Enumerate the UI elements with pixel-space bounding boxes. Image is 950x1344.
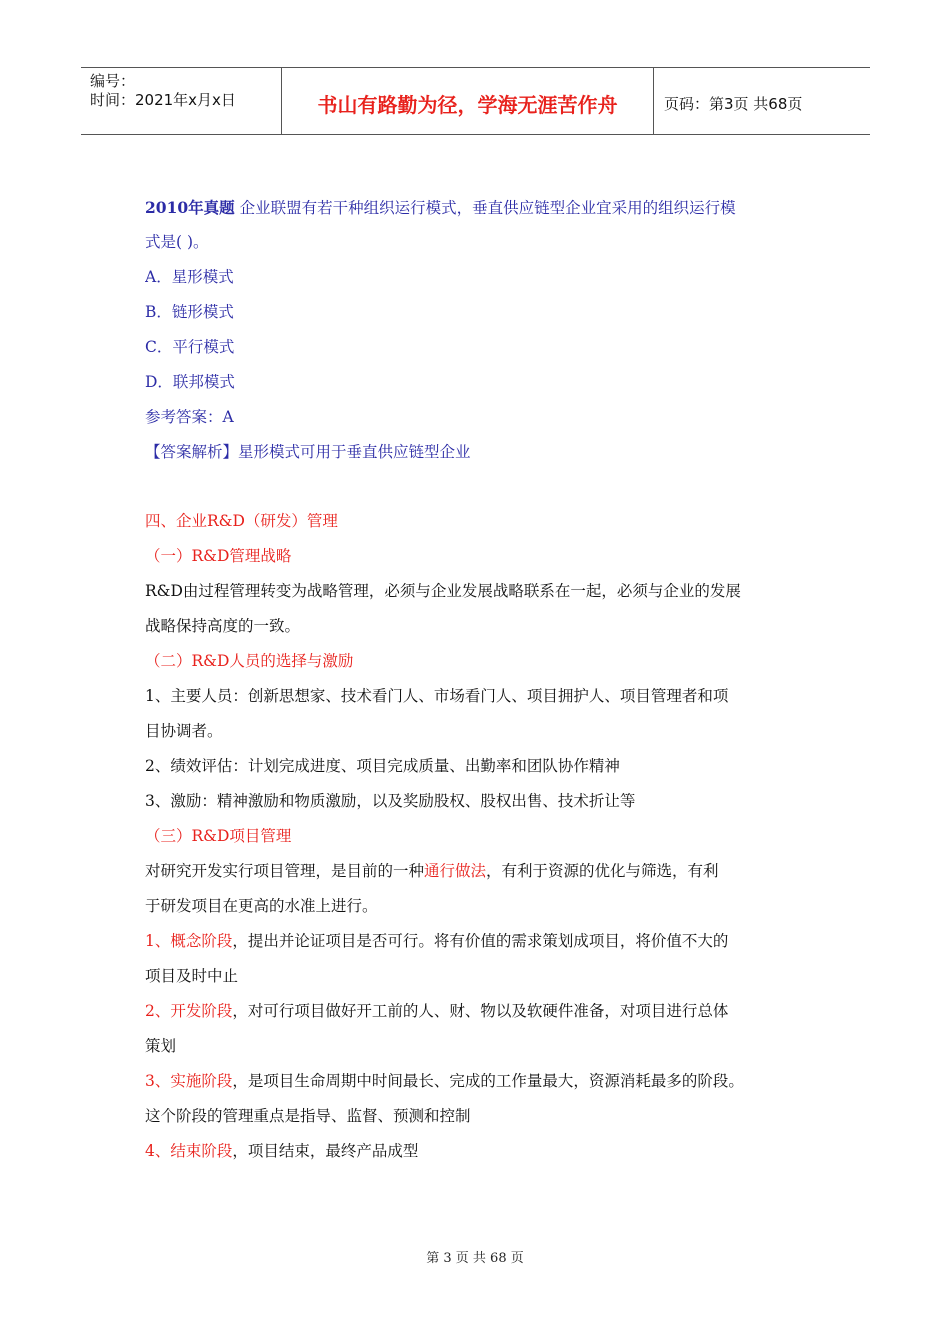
stage-1-label: 1、概念阶段 [145, 932, 233, 950]
option-b: B．链形模式 [145, 303, 234, 321]
stage-3-line1 [145, 1064, 835, 1099]
subsection-2-item1-line2: 目协调者。 [145, 722, 223, 740]
stage-2-line1 [145, 994, 835, 1029]
subsection-2-title: （二）R&D人员的选择与激励 [145, 652, 354, 670]
question-tag: 2010年真题 [145, 198, 235, 217]
subsection-2-item2: 2、绩效评估：计划完成进度、项目完成质量、出勤率和团队协作精神 [145, 757, 620, 775]
section-title: 四、企业R&D（研发）管理 [145, 512, 338, 530]
subsection-1-title: （一）R&D管理战略 [145, 547, 292, 565]
header-page-info: 页码：第3页 共68页 [664, 94, 803, 113]
stage-2-text: ，对可行项目做好开工前的人、财、物以及软硬件准备，对项目进行总体 [232, 1002, 729, 1020]
stage-2-line2: 策划 [145, 1037, 177, 1055]
question-stem-text: 企业联盟有若干种组织运行模式，垂直供应链型企业宜采用的组织运行模 [234, 199, 736, 217]
stage-1-text: ，提出并论证项目是否可行。将有价值的需求策划成项目，将价值不大的 [232, 932, 729, 950]
subsection-3-intro-line1 [145, 854, 835, 889]
question-stem-line1 [145, 190, 835, 225]
header-number-label: 编号： [90, 72, 136, 90]
subsection-2-item3: 3、激励：精神激励和物质激励，以及奖励股权、股权出售、技术折让等 [145, 792, 636, 810]
question-stem-line2: 式是( )。 [145, 233, 209, 251]
subsection-3-title: （三）R&D项目管理 [145, 827, 292, 845]
stage-4-line1 [145, 1134, 835, 1169]
header-motto: 书山有路勤为径，学海无涯苦作舟 [282, 68, 654, 134]
stage-2-label: 2、开发阶段 [145, 1002, 233, 1020]
page-footer: 第 3 页 共 68 页 [426, 1251, 524, 1266]
option-d: D．联邦模式 [145, 373, 235, 391]
header-meta [81, 68, 282, 134]
intro-text-b: ，有利于资源的优化与筛选，有利 [486, 862, 719, 880]
intro-highlight: 通行做法 [424, 862, 487, 880]
subsection-2-item1-line1: 1、主要人员：创新思想家、技术看门人、市场看门人、项目拥护人、项目管理者和项 [145, 687, 729, 705]
stage-1-line1 [145, 924, 835, 959]
stage-3-label: 3、实施阶段 [145, 1072, 233, 1090]
document-body [145, 190, 835, 1169]
option-c: C．平行模式 [145, 338, 235, 356]
header-time-label: 时间：2021年x月x日 [90, 91, 236, 109]
reference-answer: 参考答案：A [145, 408, 234, 426]
stage-3-text: ，是项目生命周期中时间最长、完成的工作量最大，资源消耗最多的阶段。 [232, 1072, 744, 1090]
section-spacer [145, 470, 835, 504]
stage-3-line2: 这个阶段的管理重点是指导、监督、预测和控制 [145, 1107, 471, 1125]
intro-text-a: 对研究开发实行项目管理，是目前的一种 [145, 862, 425, 880]
answer-analysis: 【答案解析】星形模式可用于垂直供应链型企业 [145, 443, 471, 461]
subsection-1-body-line2: 战略保持高度的一致。 [145, 617, 301, 635]
stage-1-line2: 项目及时中止 [145, 967, 239, 985]
option-a: A．星形模式 [145, 268, 234, 286]
subsection-3-intro-line2: 于研发项目在更高的水准上进行。 [145, 897, 378, 915]
stage-4-label: 4、结束阶段 [145, 1142, 233, 1160]
stage-4-text: ，项目结束，最终产品成型 [232, 1142, 419, 1160]
page-header [81, 67, 870, 135]
subsection-1-body-line1: R&D由过程管理转变为战略管理，必须与企业发展战略联系在一起，必须与企业的发展 [145, 582, 741, 600]
